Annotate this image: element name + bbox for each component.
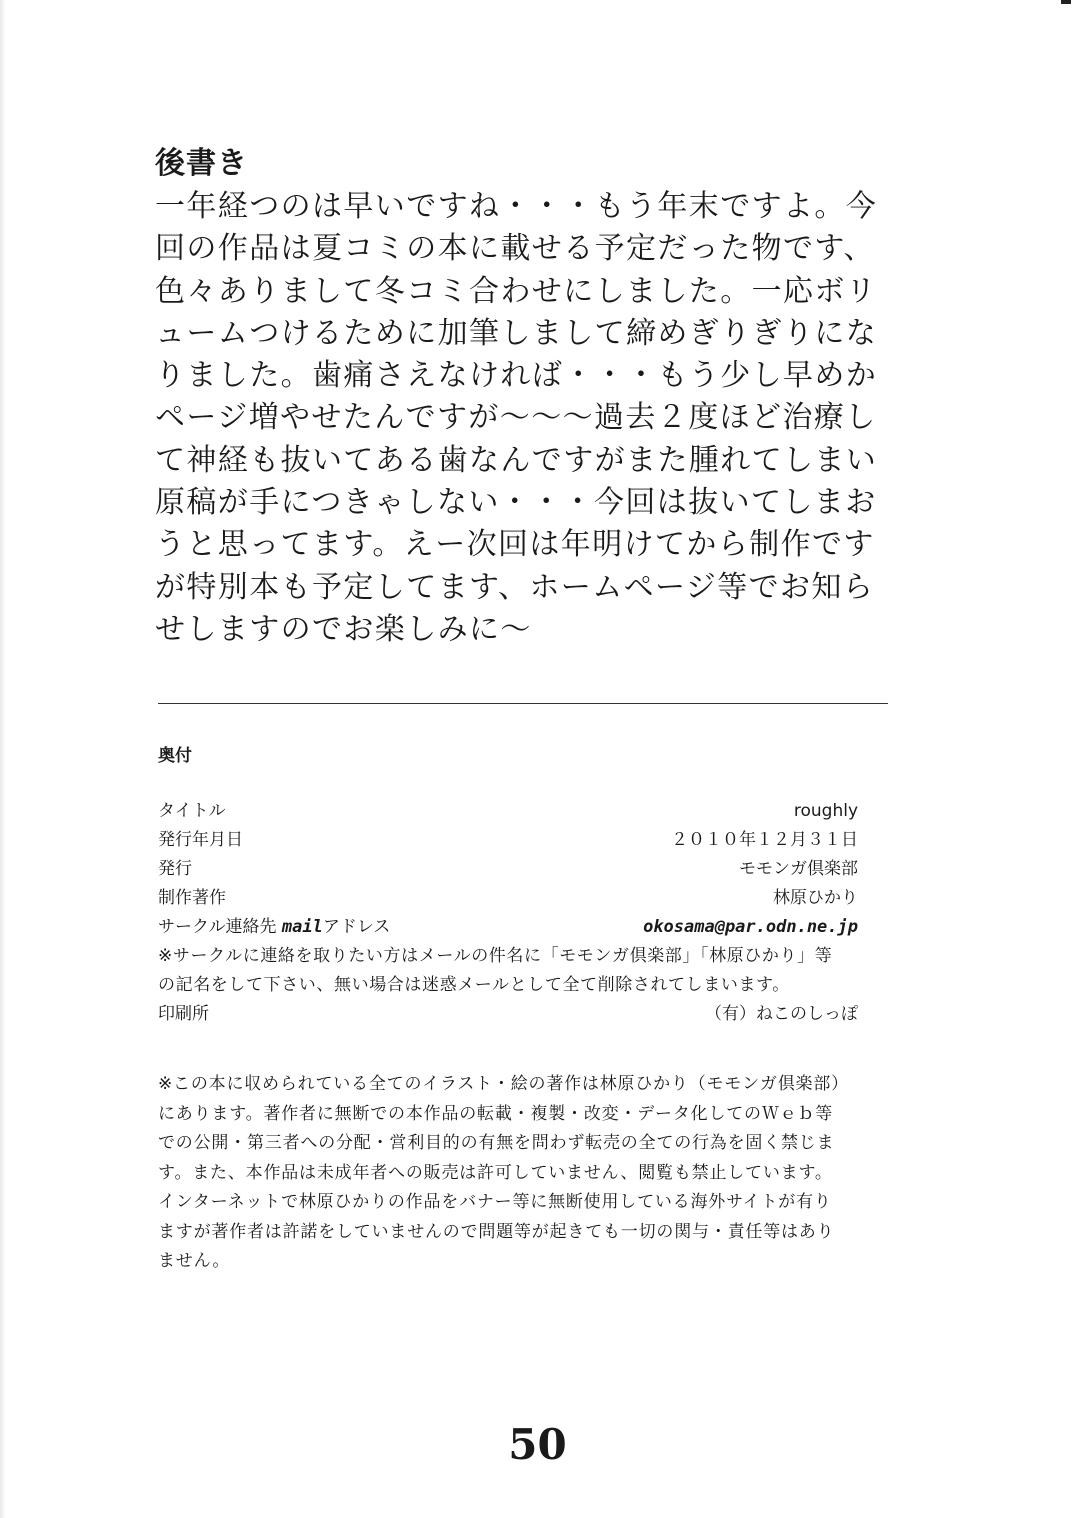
page-number: 50 xyxy=(508,1420,567,1469)
copyright-line: す。また、本作品は未成年者への販売は許可していません、閲覧も禁止しています。 xyxy=(158,1162,833,1183)
colophon-row-contact xyxy=(158,913,858,942)
afterword-line: ページ増やせたんですが～～～過去２度ほど治療し xyxy=(155,400,877,436)
contact-notice-line: の記名をして下さい、無い場合は迷惑メールとして全て削除されてしまいます。 xyxy=(158,975,790,995)
printer-value: （有）ねこのしっぽ xyxy=(705,1004,858,1024)
publisher-label: 発行 xyxy=(158,859,192,879)
copyright-line: ません。 xyxy=(158,1251,231,1271)
afterword-line: 回の作品は夏コミの本に載せる予定だった物です、 xyxy=(155,231,875,267)
copyright-line: にあります。著作者に無断での本作品の転載・複製・改変・データ化してのＷｅｂ等 xyxy=(158,1103,834,1124)
copyright-line: での公開・第三者への分配・営利目的の有無を問わず転売の全ての行為を固く禁じま xyxy=(158,1133,835,1153)
copyright-line: ※この本に収められている全てのイラスト・絵の著作は林原ひかり（モモンガ倶楽部） xyxy=(158,1074,849,1094)
afterword-section xyxy=(155,142,895,651)
afterword-line: りました。歯痛さえなければ・・・もう少し早めか xyxy=(155,358,878,394)
printer-label: 印刷所 xyxy=(158,1004,209,1024)
title-value: roughly xyxy=(793,801,858,821)
section-divider xyxy=(158,703,888,704)
afterword-line: が特別本も予定してます、ホームページ等でお知ら xyxy=(155,569,875,605)
page-edge xyxy=(0,0,6,1518)
corner-mark xyxy=(1061,0,1071,4)
colophon-section xyxy=(158,797,858,1029)
colophon-row-author xyxy=(158,884,858,913)
contact-label-prefix: サークル連絡先 xyxy=(158,917,277,937)
colophon-row-title xyxy=(158,797,858,826)
copyright-line: インターネットで林原ひかりの作品をバナー等に無断使用している海外サイトが有り xyxy=(158,1192,832,1212)
colophon-title: 奥付 xyxy=(158,746,192,766)
colophon-row-publisher xyxy=(158,855,858,884)
date-label: 発行年月日 xyxy=(158,830,243,850)
colophon-row-printer xyxy=(158,1000,858,1029)
contact-label xyxy=(158,913,390,942)
author-value: 林原ひかり xyxy=(773,888,858,908)
publisher-value: モモンガ倶楽部 xyxy=(739,859,858,879)
afterword-line: て神経も抜いてある歯なんですがまた腫れてしまい xyxy=(155,442,878,478)
colophon-row-date xyxy=(158,826,858,855)
contact-email[interactable]: okosama@par.odn.ne.jp xyxy=(643,917,858,937)
contact-label-mail: mail xyxy=(281,917,323,937)
contact-label-suffix: アドレス xyxy=(322,917,391,937)
afterword-line: 一年経つのは早いですね・・・もう年末ですよ。今 xyxy=(155,189,878,224)
afterword-line: うと思ってます。えー次回は年明けてから制作です xyxy=(155,527,875,563)
afterword-line: 原稿が手につきゃしない・・・今回は抜いてしまお xyxy=(155,485,877,521)
author-label: 制作著作 xyxy=(158,888,226,908)
title-label: タイトル xyxy=(158,801,226,821)
afterword-line: ュームつけるために加筆しまして締めぎりぎりにな xyxy=(155,315,878,351)
contact-notice-line: ※サークルに連絡を取りたい方はメールの件名に「モモンガ倶楽部」「林原ひかり」等 xyxy=(158,946,833,966)
date-value: ２０１０年１２月３１日 xyxy=(671,830,858,850)
copyright-line: ますが著作者は許諾をしていませんので問題等が起きても一切の関与・責任等はあり xyxy=(158,1221,835,1242)
afterword-title: 後書き xyxy=(155,146,248,181)
afterword-line: せしますのでお楽しみに～ xyxy=(155,611,532,647)
copyright-notice xyxy=(158,1070,898,1277)
afterword-line: 色々ありまして冬コミ合わせにしました。一応ボリ xyxy=(155,273,878,309)
